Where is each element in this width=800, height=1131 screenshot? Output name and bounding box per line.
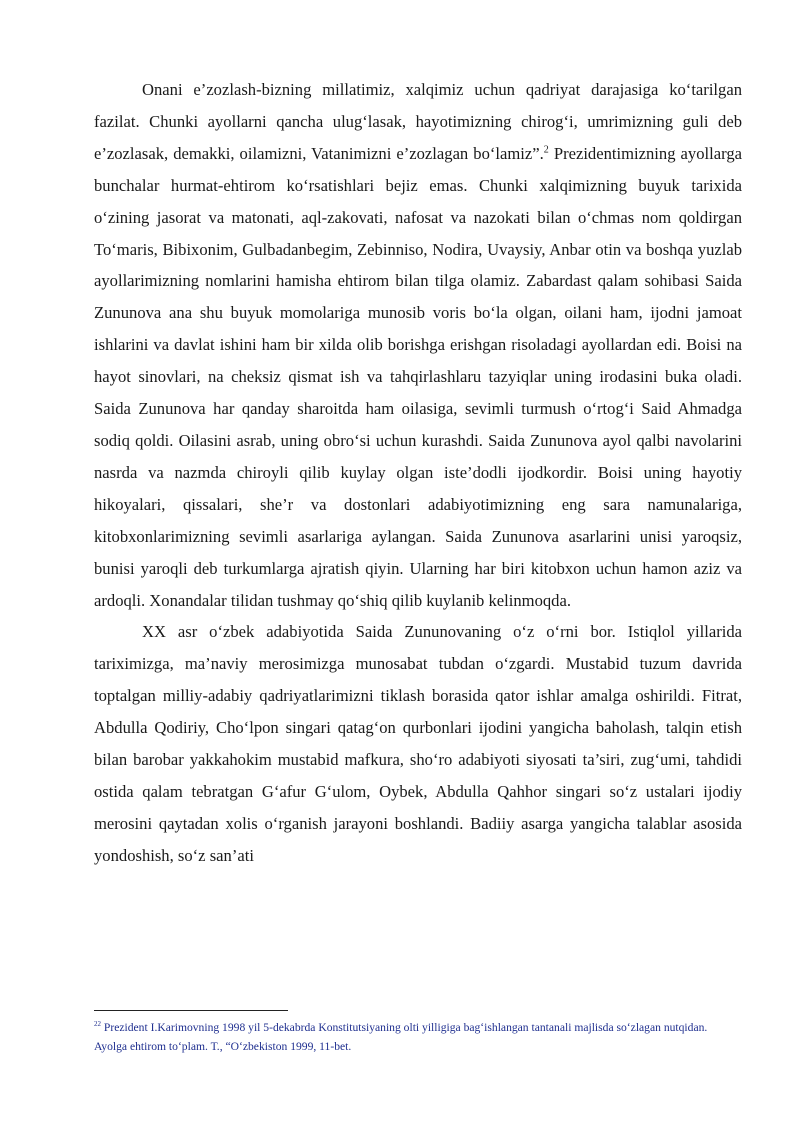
footnote-marker: 22 <box>94 1020 101 1029</box>
footnote-reference[interactable]: 2 <box>543 144 549 156</box>
footnote <box>94 1018 742 1056</box>
paragraph <box>94 74 742 616</box>
paragraph-text: XX asr o‘zbek adabiyotida Saida Zununovaning o‘z o‘rni bor. Istiqlol yillarida tariximizga, ma’naviy merosimizga munosabat tubdan o‘zgardi. Mustabid tuzum davrida toptalgan milliy-adabiy qadriyatlarimizni tiklash borasida qator ishlar amalga oshirildi. Fitrat, Abdulla Qodiriy, Cho‘lpon singari qatag‘on qurbonlari ijodini yangicha baholash, talqin etish bilan barobar yakkahokim mustabid mafkura, sho‘ro adabiyoti siyosati ta’siri, zug‘umi, tahdidi ostida qalam tebratgan G‘afur G‘ulom, Oybek, Abdulla Qahhor singari so‘z ustalari ijodiy merosini qaytadan xolis o‘rganish jarayoni boshlandi. Badiiy asarga yangicha talablar asosida yondoshish, so‘z san’ati <box>94 622 742 865</box>
paragraph <box>94 616 742 871</box>
document-body <box>94 74 742 872</box>
footnote-text: Prezident I.Karimovning 1998 yil 5-dekabrda Konstitutsiyaning olti yilligiga bag‘ishlangan tantanali majlisda so‘zlagan nutqidan. Ayolga ehtirom to‘plam. T., “O‘zbekiston 1999, 11-bet. <box>94 1021 708 1053</box>
paragraph-text: Prezidentimizning ayollarga bunchalar hurmat-ehtirom ko‘rsatishlari bejiz emas. Chunki xalqimizning buyuk tarixida o‘zining jasorat va matonati, aql-zakovati, nafosat va nazokati bilan o‘chmas nom qoldirgan To‘maris, Bibixonim, Gulbadanbegim, Zebinniso, Nodira, Uvaysiy, Anbar otin va boshqa yuzlab ayollarimizning nomlarini hamisha ehtirom bilan tilga olamiz. Zabardast qalam sohibasi Saida Zununova ana shu buyuk momolariga munosib voris bo‘la olgan, oilani ham, ijodni jamoat ishlarini va davlat ishini ham bir xilda olib borishga erishgan risoladagi ayollardan edi. Boisi na hayot sinovlari, na cheksiz qismat ish va tahqirlashlaru tazyiqlar uning irodasini buka oladi. Saida Zununova har qanday sharoitda ham oilasiga, sevimli turmush o‘rtog‘i Said Ahmadga sodiq qoldi. Oilasini asrab, uning obro‘si uchun kurashdi. Saida Zununova ayol qalbi navolarini nasrda va nazmda chiroyli qilib kuylay olgan iste’dodli ijodkordir. Boisi uning hayotiy hikoyalari, qissalari, she’r va dostonlari adabiyotimizning eng sara namunalariga, kitobxonlarimizning sevimli asarlariga aylangan. Saida Zununova asarlarini unisi yaroqsiz, bunisi yaroqli deb turkumlarga ajratish qiyin. Ularning har biri kitobxon uchun hamon aziz va ardoqli. Xonandalar tilidan tushmay qo‘shiq qilib kuylanib kelinmoqda. <box>94 143 742 610</box>
footnote-separator <box>94 1010 288 1011</box>
paragraph-text: Onani e’zozlash-bizning millatimiz, xalqimiz uchun qadriyat darajasiga ko‘tarilgan fazilat. Chunki ayollarni qancha ulug‘lasak, hayotimizning chirog‘i, umrimizning guli deb e’zozlasak, demakki, oilamizni, Vatanimizni e’zozlagan bo‘lamiz”. <box>94 80 742 163</box>
